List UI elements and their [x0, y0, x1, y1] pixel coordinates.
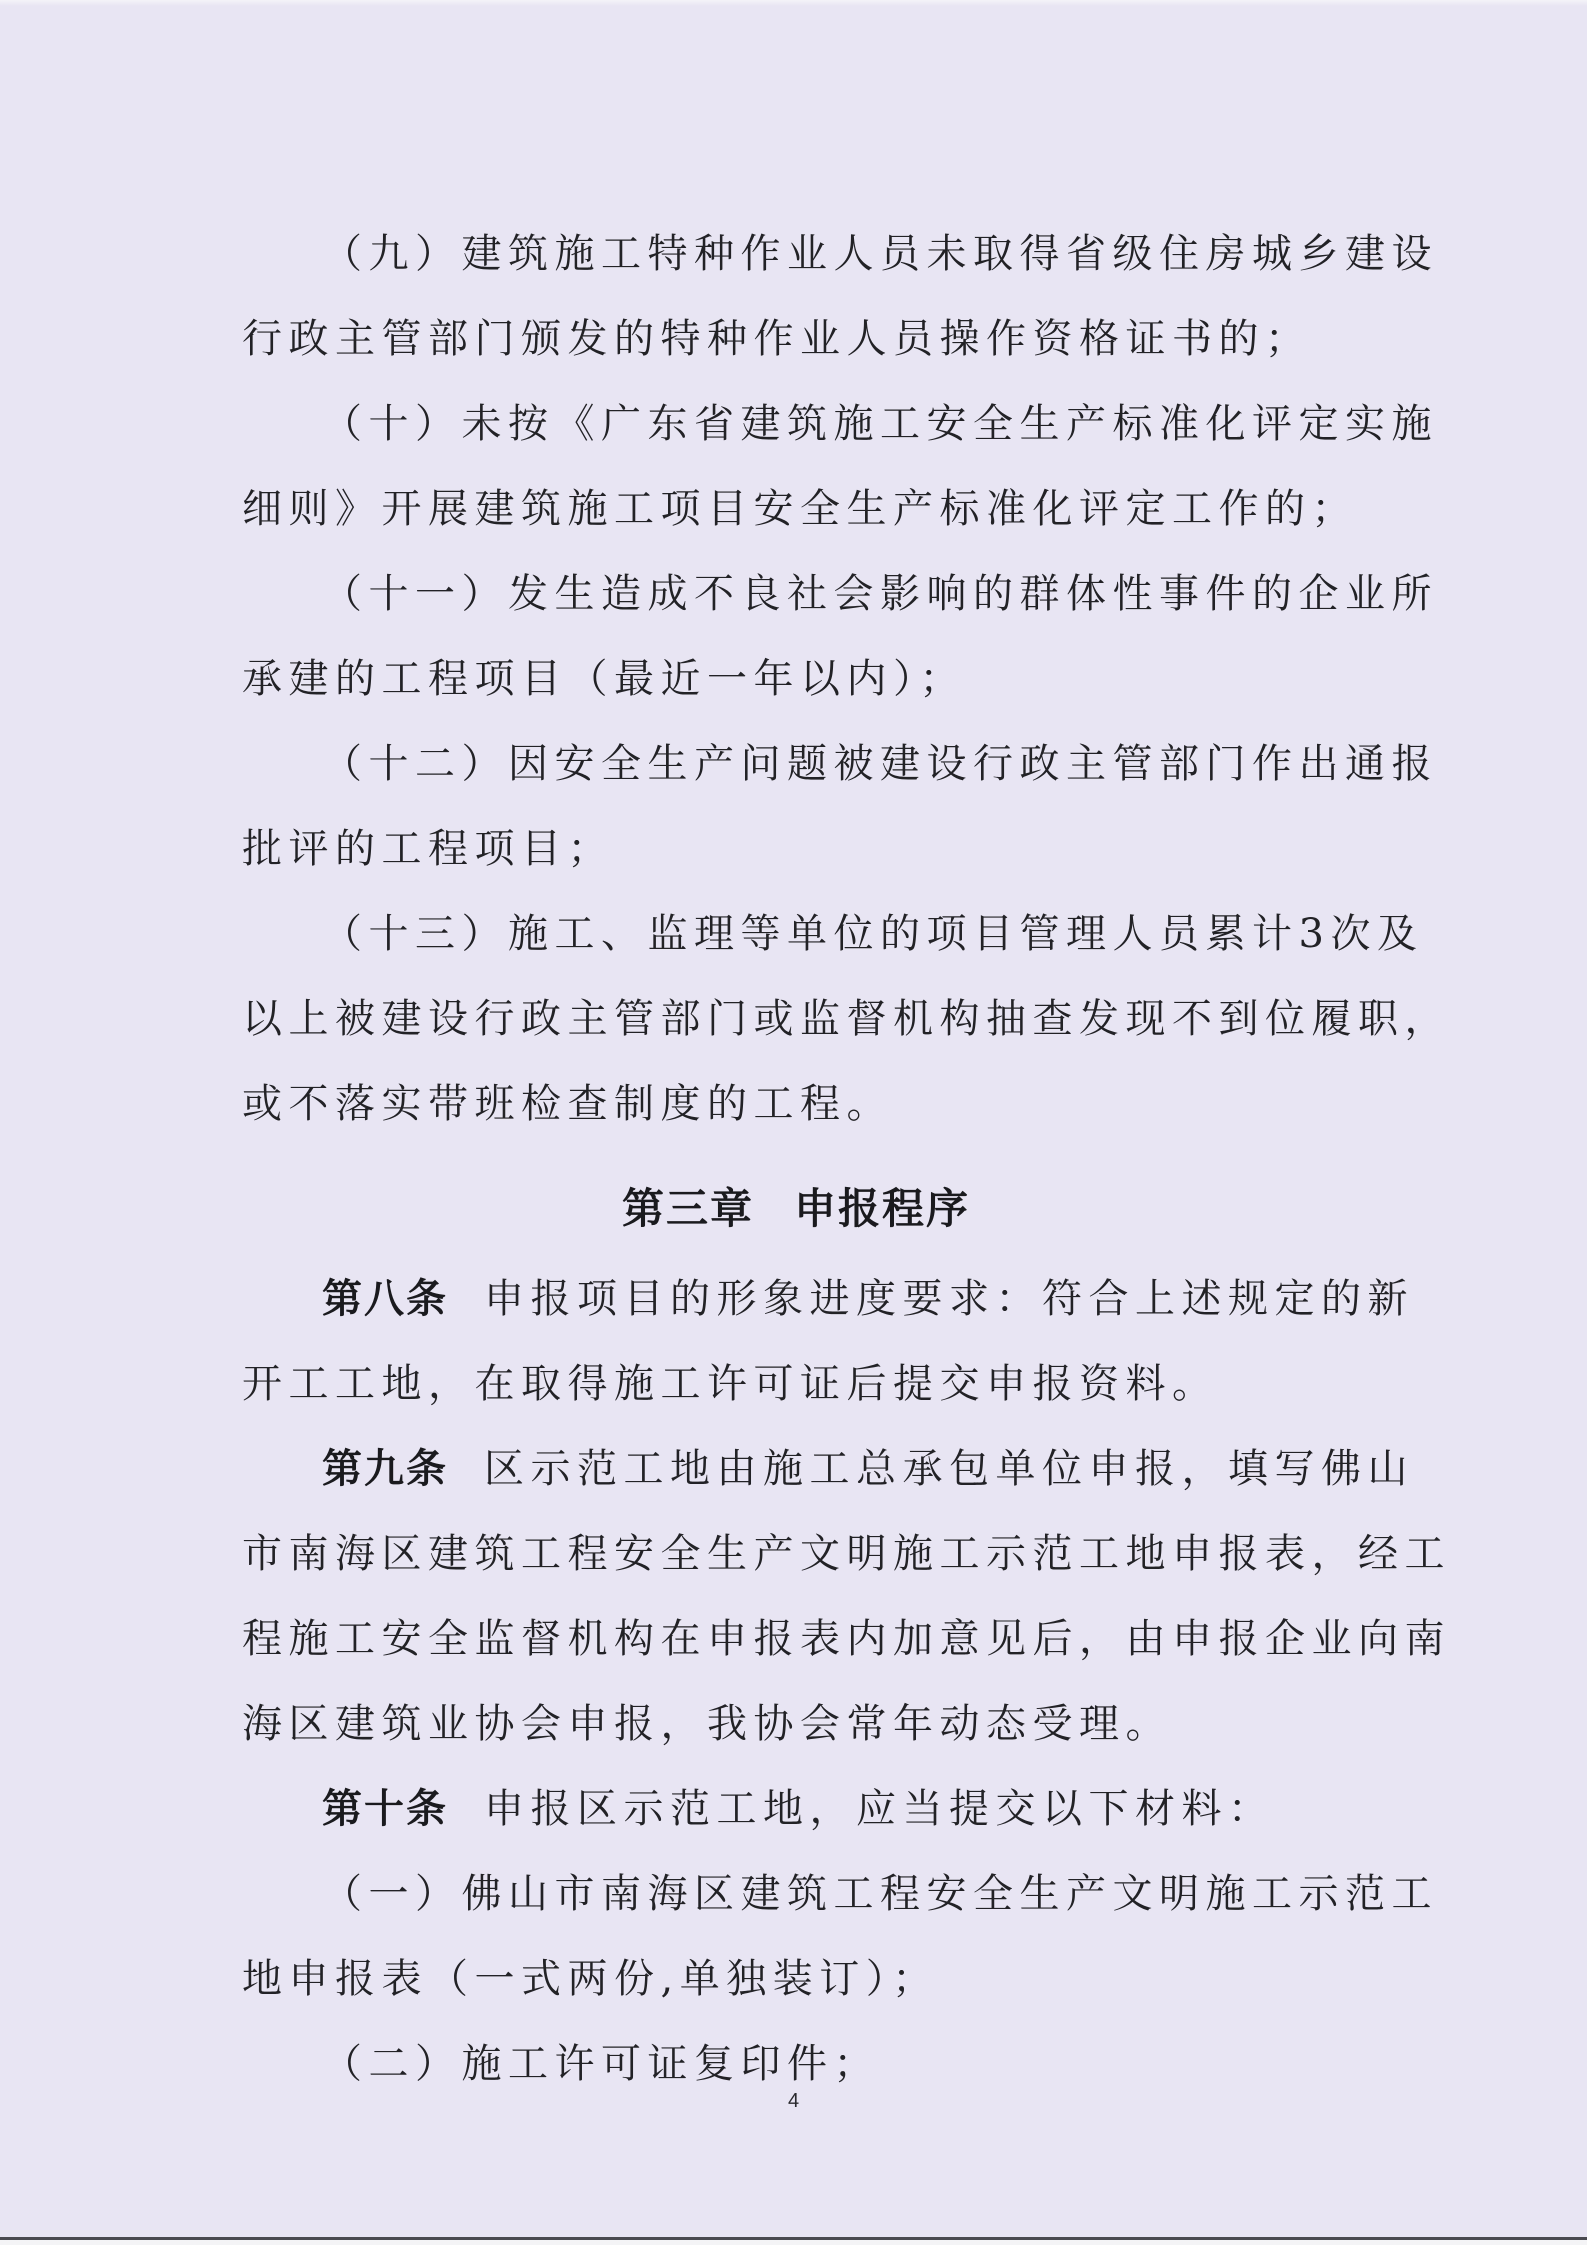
item-line: （十）未按《广东省建筑施工安全生产标准化评定实施 — [322, 401, 1438, 447]
article-label: 第八条 — [322, 1276, 448, 1322]
scan-edge-top — [0, 0, 1587, 6]
item-line: 或不落实带班检查制度的工程。 — [242, 1081, 893, 1127]
item-line: 细则》开展建筑施工项目安全生产标准化评定工作的； — [242, 486, 1358, 532]
article-text: 申报区示范工地，应当提交以下材料： — [484, 1786, 1275, 1832]
article-line — [242, 1427, 1414, 1512]
item-line: （十二）因安全生产问题被建设行政主管部门作出通报 — [322, 741, 1438, 787]
item-line: 以上被建设行政主管部门或监督机构抽查发现不到位履职， — [242, 996, 1451, 1042]
material-line: （一）佛山市南海区建筑工程安全生产文明施工示范工 — [322, 1871, 1438, 1917]
material-line: （二）施工许可证复印件； — [322, 2041, 880, 2087]
list-item-11 — [242, 552, 1438, 722]
scan-edge-margin — [0, 2240, 1587, 2245]
chapter-number: 第三章 — [621, 1184, 754, 1233]
list-item-9 — [242, 212, 1438, 382]
item-line: 承建的工程项目（最近一年以内）； — [242, 656, 966, 702]
article-9 — [242, 1427, 1451, 1767]
item-line: （九）建筑施工特种作业人员未取得省级住房城乡建设 — [322, 231, 1438, 277]
article-line: 海区建筑业协会申报，我协会常年动态受理。 — [242, 1701, 1172, 1747]
list-item-12 — [242, 722, 1438, 892]
item-line: 行政主管部门颁发的特种作业人员操作资格证书的； — [242, 316, 1312, 362]
material-line: 地申报表（一式两份,单独装订）； — [242, 1956, 939, 2002]
article-label: 第十条 — [322, 1786, 448, 1832]
article-line: 市南海区建筑工程安全生产文明施工示范工地申报表，经工 — [242, 1531, 1451, 1577]
list-item-13 — [242, 892, 1451, 1147]
article-text: 申报项目的形象进度要求：符合上述规定的新 — [484, 1276, 1414, 1322]
item-line: （十一）发生造成不良社会影响的群体性事件的企业所 — [322, 571, 1438, 617]
article-line: 程施工安全监督机构在申报表内加意见后，由申报企业向南 — [242, 1616, 1451, 1662]
article-line: 开工工地，在取得施工许可证后提交申报资料。 — [242, 1361, 1219, 1407]
chapter-title: 申报程序 — [794, 1184, 971, 1233]
article-10 — [242, 1767, 1350, 1852]
material-item-1 — [242, 1852, 1438, 2022]
item-line: 批评的工程项目； — [242, 826, 614, 872]
article-label: 第九条 — [322, 1446, 448, 1492]
article-line — [242, 1767, 1350, 1852]
list-item-10 — [242, 382, 1438, 552]
document-page — [242, 212, 1451, 2107]
page-number: 4 — [787, 2090, 800, 2112]
chapter-heading — [242, 1161, 1350, 1257]
item-line: （十三）施工、监理等单位的项目管理人员累计3次及 — [322, 911, 1424, 957]
article-text: 区示范工地由施工总承包单位申报，填写佛山 — [484, 1446, 1414, 1492]
article-8 — [242, 1257, 1414, 1427]
article-line — [242, 1257, 1414, 1342]
